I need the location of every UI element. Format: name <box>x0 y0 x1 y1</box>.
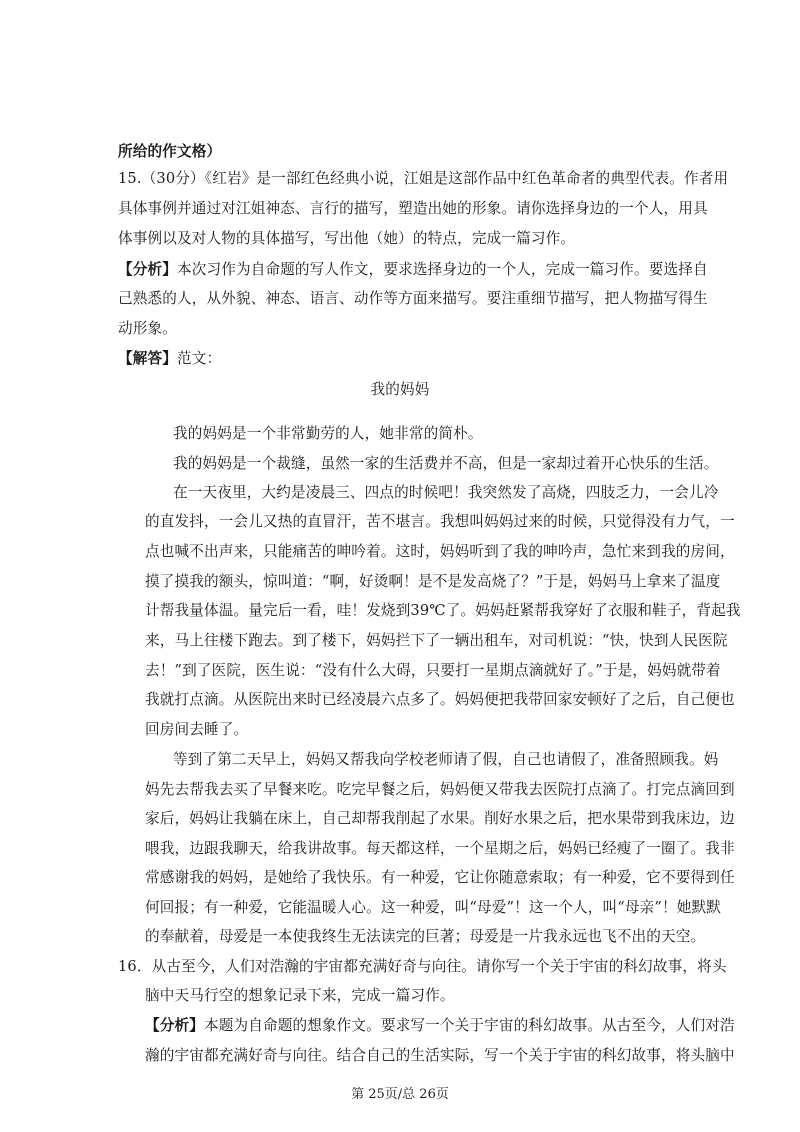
q16-analysis-line-2: 瀚的宇宙都充满好奇与向往。结合自己的生活实际，写一个关于宇宙的科幻故事，将头脑中 <box>145 1047 735 1064</box>
q16-line-2: 脑中天马行空的想象记录下来，完成一篇习作。 <box>145 987 455 1004</box>
essay-line: 喂我，边跟我聊天，给我讲故事。每天都这样，一个星期之后，妈妈已经瘦了一圈了。我非 <box>145 840 735 857</box>
analysis-tag: 【分析】 <box>118 261 177 278</box>
essay-line: 何回报；有一种爱，它能温暖人心。这一种爱，叫“母爱”！这一个人，叫“母亲”！她默默 <box>145 899 721 916</box>
essay-line: 常感谢我的妈妈，是她给了我快乐。有一种爱，它让你随意索取；有一种爱，它不要得到任 <box>145 869 735 886</box>
essay-line: 妈先去帮我去买了早餐来吃。吃完早餐之后，妈妈便又带我去医院打点滴了。打完点滴回到 <box>145 781 735 798</box>
answer-text: 范文： <box>176 350 222 367</box>
essay-line: 等到了第二天早上，妈妈又帮我向学校老师请了假，自己也请假了，准备照顾我。妈 <box>173 751 719 768</box>
essay-line: 的直发抖，一会儿又热的直冒汗，苦不堪言。我想叫妈妈过来的时候，只觉得没有力气，一 <box>145 513 735 530</box>
q16-analysis <box>145 1016 735 1036</box>
essay-line: 计帮我量体温。量完后一看，哇！发烧到39℃了。妈妈赶紧帮我穿好了衣服和鞋子，背起我 <box>145 602 741 619</box>
essay-line: 的奉献着，母爱是一本使我终生无法读完的巨著；母爱是一片我永远也飞不出的天空。 <box>145 928 706 945</box>
essay-title: 我的妈妈 <box>370 381 430 398</box>
essay-line: 我的妈妈是一个裁缝，虽然一家的生活费并不高，但是一家却过着开心快乐的生活。 <box>173 455 719 472</box>
essay-line: 在一天夜里，大约是凌晨三、四点的时候吧！我突然发了高烧，四肢乏力，一会儿冷 <box>173 484 719 501</box>
essay-line: 来，马上往楼下跑去。到了楼下，妈妈拦下了一辆出租车，对司机说：“快，快到人民医院 <box>145 632 728 649</box>
essay-line: 家后，妈妈让我躺在床上，自己却帮我削起了水果。削好水果之后，把水果带到我床边，边 <box>145 810 735 827</box>
q15-line-1: 15.（30分）《红岩》是一部红色经典小说，江姐是这部作品中红色革命者的典型代表。作者用 <box>118 170 729 187</box>
q16-line-1: 16．从古至今，人们对浩瀚的宇宙都充满好奇与向往。请你写一个关于宇宙的科幻故事，将头 <box>118 958 727 975</box>
q15-line-2: 具体事例并通过对江姐神态、言行的描写，塑造出她的形象。请你选择身边的一个人，用具 <box>118 200 708 217</box>
q15-line-3: 体事例以及对人物的具体描写，写出他（她）的特点，完成一篇习作。 <box>118 230 576 247</box>
analysis-tag: 【分析】 <box>145 1017 204 1034</box>
essay-line: 摸了摸我的额头，惊叫道：“啊，好烫啊！是不是发高烧了？”于是，妈妈马上拿来了温度 <box>145 573 721 590</box>
heading-fragment: 所给的作文格） <box>118 143 222 160</box>
essay-line: 点也喊不出声来，只能痛苦的呻吟着。这时，妈妈听到了我的呻吟声，急忙来到我的房间， <box>145 543 735 560</box>
analysis-text: 本次习作为自命题的写人作文，要求选择身边的一个人，完成一篇习作。要选择自 <box>176 261 708 278</box>
q15-analysis <box>118 260 708 280</box>
essay-line: 我的妈妈是一个非常勤劳的人，她非常的简朴。 <box>173 425 483 442</box>
answer-tag: 【解答】 <box>118 350 177 367</box>
q15-answer <box>118 349 688 369</box>
q15-analysis-line-2: 己熟悉的人，从外貌、神态、语言、动作等方面来描写。要注重细节描写，把人物描写得生 <box>118 290 708 307</box>
essay-line: 去！”到了医院，医生说：“没有什么大碍，只要打一星期点滴就好了。”于是，妈妈就带着 <box>145 662 721 679</box>
q15-analysis-line-3: 动形象。 <box>118 320 177 337</box>
essay-line: 回房间去睡了。 <box>145 721 249 738</box>
analysis-text: 本题为自命题的想象作文。要求写一个关于宇宙的科幻故事。从古至今，人们对浩 <box>203 1017 735 1034</box>
page-number: 第 25页/总 26页 <box>351 1087 449 1102</box>
essay-line: 我就打点滴。从医院出来时已经凌晨六点多了。妈妈便把我带回家安顿好了之后，自己便也 <box>145 691 735 708</box>
